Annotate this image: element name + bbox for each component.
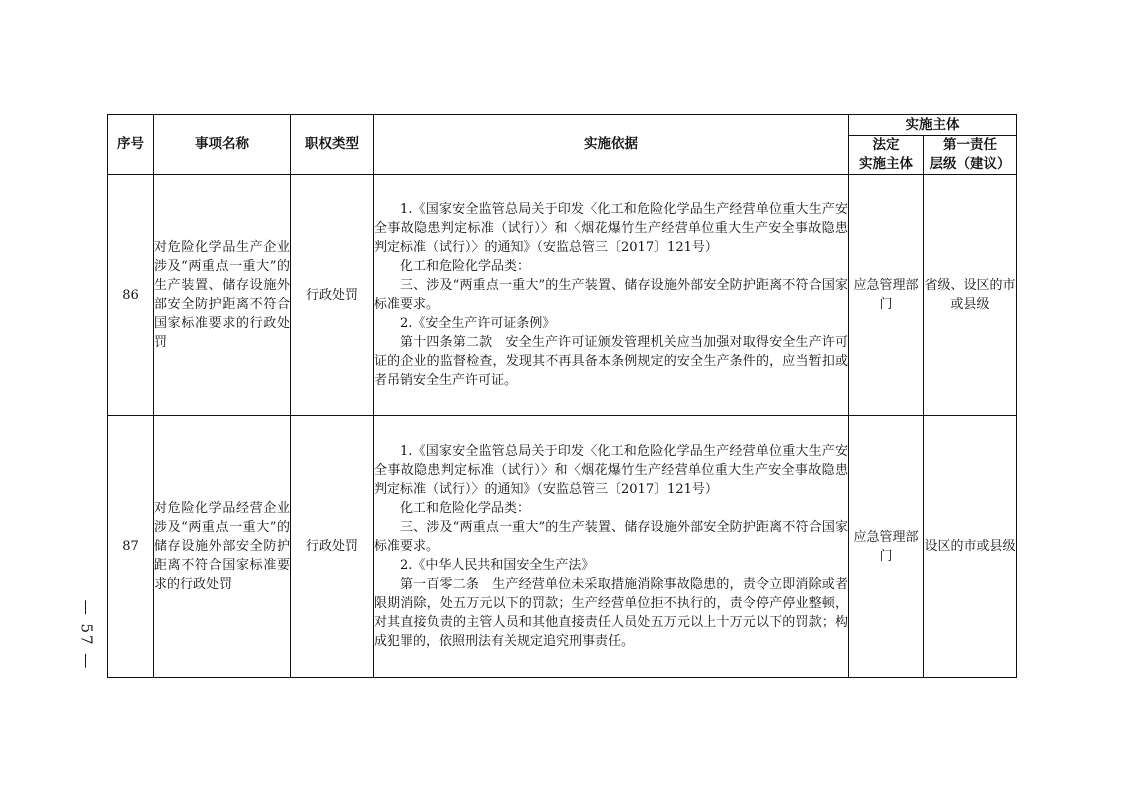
header-level-line2: 层级（建议）: [929, 156, 1011, 172]
basis-paragraph: 化工和危险化学品类：: [400, 501, 531, 516]
basis-paragraph: 1.《国家安全监管总局关于印发〈化工和危险化学品生产经营单位重大生产安全事故隐患判定标准（试行）〉和〈烟花爆竹生产经营单位重大生产安全事故隐患判定标准（试行）〉的通知》（安监总管三〔2017〕121号）: [374, 202, 848, 255]
table-row: [108, 416, 1017, 678]
header-legal-subject-line1: 法定: [872, 137, 900, 153]
row-subject: 应急管理部门: [849, 416, 924, 678]
row-seq: 86: [108, 175, 154, 416]
row-basis: [374, 416, 849, 678]
header-seq: 序号: [108, 115, 154, 175]
row-name: 对危险化学品生产企业涉及“两重点一重大”的生产装置、储存设施外部安全防护距离不符合国家标准要求的行政处罚: [154, 175, 291, 416]
basis-paragraph: 三、涉及“两重点一重大”的生产装置、储存设施外部安全防护距离不符合国家标准要求。: [374, 278, 848, 312]
row-name: 对危险化学品经营企业涉及“两重点一重大”的储存设施外部安全防护距离不符合国家标准要求的行政处罚: [154, 416, 291, 678]
header-legal-subject: [849, 136, 924, 175]
header-level-line1: 第一责任: [943, 137, 997, 153]
basis-paragraph: 1.《国家安全监管总局关于印发〈化工和危险化学品生产经营单位重大生产安全事故隐患判定标准（试行）〉和〈烟花爆竹生产经营单位重大生产安全事故隐患判定标准（试行）〉的通知》（安监总管三〔2017〕121号）: [374, 444, 848, 497]
page-number-text: — 57 —: [77, 599, 95, 671]
basis-paragraph: 化工和危险化学品类：: [400, 259, 531, 274]
authority-table: [107, 114, 1017, 678]
row-seq: 87: [108, 416, 154, 678]
header-basis: 实施依据: [374, 115, 849, 175]
row-subject: 应急管理部门: [849, 175, 924, 416]
header-name: 事项名称: [154, 115, 291, 175]
basis-paragraph: 2.《安全生产许可证条例》: [400, 316, 556, 331]
table-row: [108, 175, 1017, 416]
row-level: 省级、设区的市或县级: [924, 175, 1017, 416]
header-subject: 实施主体: [849, 115, 1017, 136]
row-type: 行政处罚: [291, 175, 374, 416]
row-type: 行政处罚: [291, 416, 374, 678]
row-basis: [374, 175, 849, 416]
page-number: [74, 590, 98, 680]
basis-paragraph: 第一百零二条 生产经营单位未采取措施消除事故隐患的，责令立即消除或者限期消除，处五万元以下的罚款；生产经营单位拒不执行的，责令停产停业整顿，对其直接负责的主管人员和其他直接责任人员处五万元以上十万元以下的罚款；构成犯罪的，依照刑法有关规定追究刑事责任。: [374, 577, 848, 649]
row-level: 设区的市或县级: [924, 416, 1017, 678]
basis-paragraph: 2.《中华人民共和国安全生产法》: [400, 558, 595, 573]
basis-paragraph: 第十四条第二款 安全生产许可证颁发管理机关应当加强对取得安全生产许可证的企业的监督检查，发现其不再具备本条例规定的安全生产条件的，应当暂扣或者吊销安全生产许可证。: [374, 335, 848, 388]
basis-paragraph: 三、涉及“两重点一重大”的生产装置、储存设施外部安全防护距离不符合国家标准要求。: [374, 520, 848, 554]
header-type: 职权类型: [291, 115, 374, 175]
header-legal-subject-line2: 实施主体: [859, 156, 913, 172]
header-level: [924, 136, 1017, 175]
